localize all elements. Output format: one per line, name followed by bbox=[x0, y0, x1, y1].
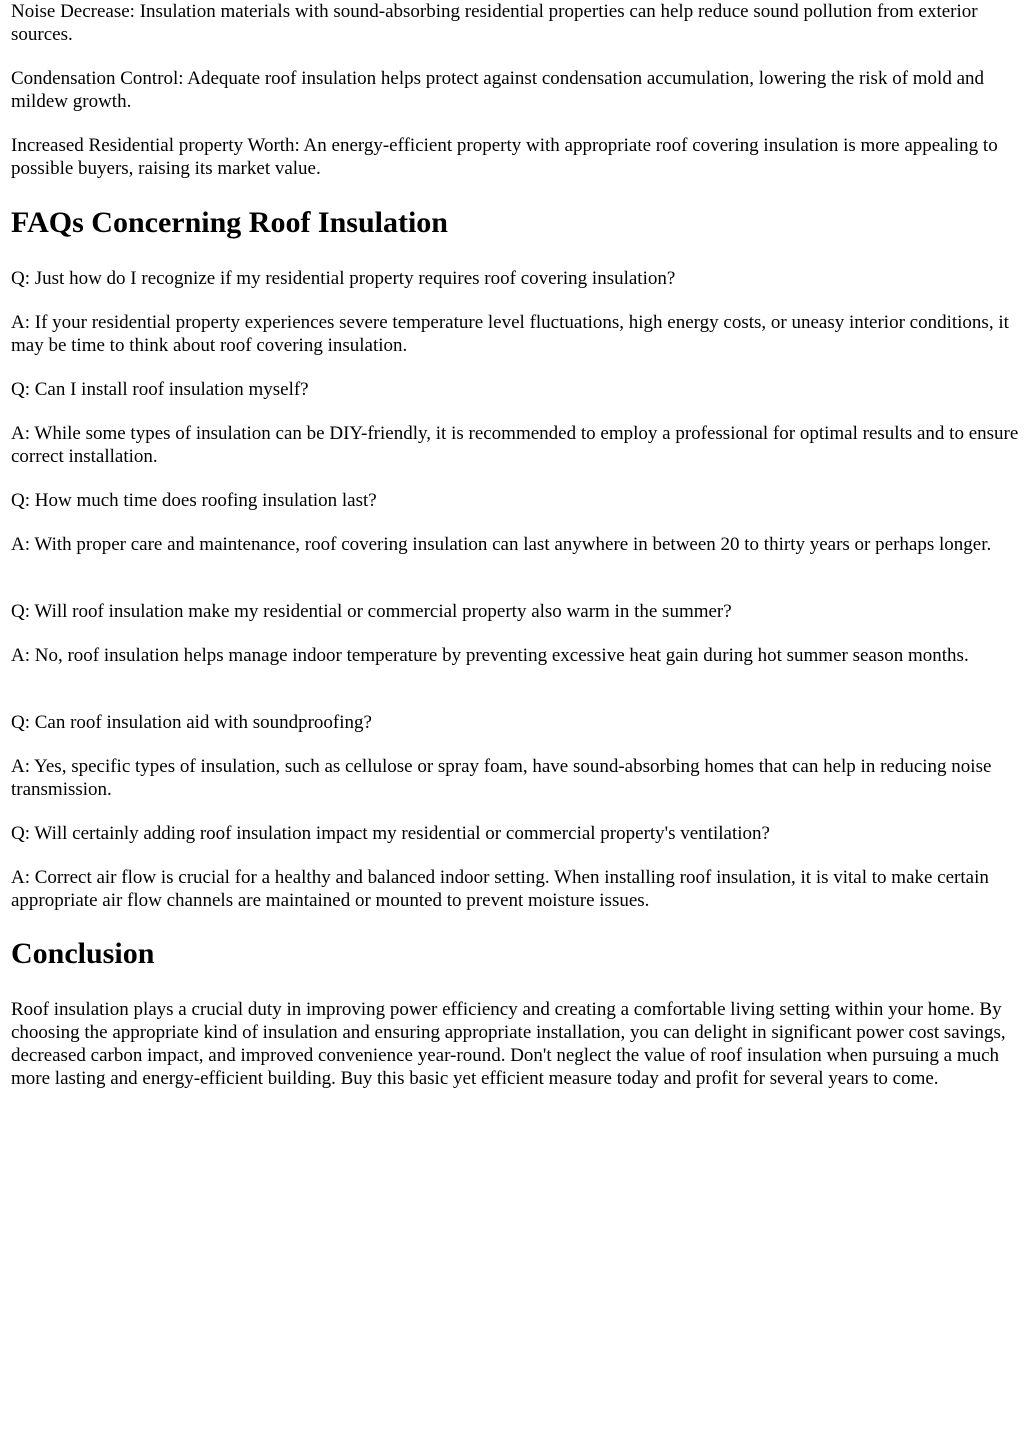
faq-answer: A: If your residential property experiences severe temperature level fluctuations, high energy costs, or uneasy interior conditions, it may be time to think about roof covering insulation. bbox=[11, 312, 1009, 356]
faq-answer: A: Correct air flow is crucial for a healthy and balanced indoor setting. When installing roof insulation, it is vital to make certain appropriate air flow channels are maintained or mounted to prevent moisture issues. bbox=[11, 867, 989, 911]
conclusion-heading: Conclusion bbox=[11, 937, 155, 970]
faq-question: Q: Can I install roof insulation myself? bbox=[11, 379, 309, 400]
faq-question: Q: Can roof insulation aid with soundproofing? bbox=[11, 712, 372, 733]
faq-question: Q: Just how do I recognize if my residential property requires roof covering insulation? bbox=[11, 268, 676, 289]
faq-question: Q: Will certainly adding roof insulation impact my residential or commercial property's ventilation? bbox=[11, 823, 770, 844]
intro-paragraph-condensation: Condensation Control: Adequate roof insulation helps protect against condensation accumulation, lowering the risk of mold and mildew growth. bbox=[11, 68, 985, 112]
faq-question: Q: Will roof insulation make my residential or commercial property also warm in the summer? bbox=[11, 601, 732, 622]
conclusion-paragraph: Roof insulation plays a crucial duty in improving power efficiency and creating a comfortable living setting within your home. By choosing the appropriate kind of insulation and ensuring appropriate installation, you can delight in significant power cost savings, decreased carbon impact, and improved convenience year-round. Don't neglect the value of roof insulation when pursuing a much more lasting and energy-efficient building. Buy this basic yet efficient measure today and profit for several years to come. bbox=[11, 999, 1006, 1089]
intro-paragraph-property-worth: Increased Residential property Worth: An energy-efficient property with appropriate roof covering insulation is more appealing to possible buyers, raising its market value. bbox=[11, 135, 998, 179]
faq-heading: FAQs Concerning Roof Insulation bbox=[11, 206, 448, 239]
faq-answer: A: Yes, specific types of insulation, such as cellulose or spray foam, have sound-absorbing homes that can help in reducing noise transmission. bbox=[11, 756, 992, 800]
faq-answer: A: With proper care and maintenance, roof covering insulation can last anywhere in between 20 to thirty years or perhaps longer. bbox=[11, 534, 992, 555]
intro-paragraph-noise: Noise Decrease: Insulation materials with sound-absorbing residential properties can help reduce sound pollution from exterior sources. bbox=[11, 1, 978, 45]
faq-answer: A: No, roof insulation helps manage indoor temperature by preventing excessive heat gain during hot summer season months. bbox=[11, 645, 969, 666]
faq-question: Q: How much time does roofing insulation last? bbox=[11, 490, 377, 511]
faq-answer: A: While some types of insulation can be DIY-friendly, it is recommended to employ a professional for optimal results and to ensure correct installation. bbox=[11, 423, 1019, 467]
